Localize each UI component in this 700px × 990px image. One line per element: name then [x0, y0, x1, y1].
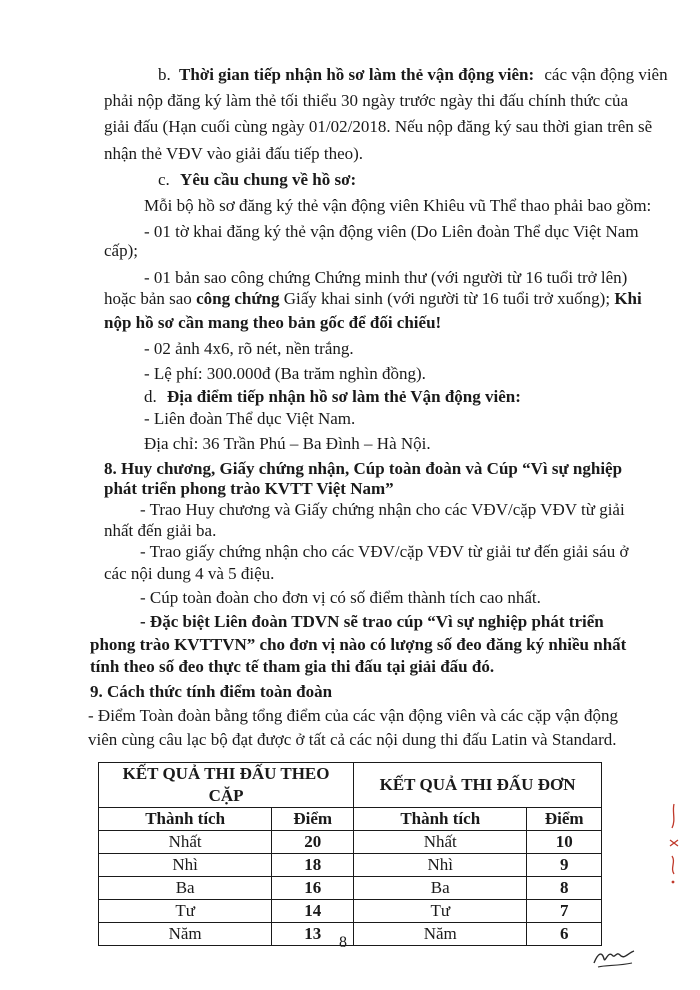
section-b-text-2: phải nộp đăng ký làm thẻ tối thiểu 30 ngày trước ngày thi đấu chính thức của [104, 91, 629, 110]
single-rank-cell: Tư [354, 900, 527, 923]
section-c-text-7: - 02 ảnh 4x6, rõ nét, nền trắng. [144, 339, 354, 358]
section-b-title: Thời gian tiếp nhận hồ sơ làm thẻ vận động viên: [179, 65, 535, 84]
stamp-fragment-icon [660, 800, 684, 890]
pair-points-cell: 13 [272, 923, 354, 946]
single-rank-cell: Năm [354, 923, 527, 946]
single-points-cell: 6 [527, 923, 602, 946]
pair-rank-cell: Năm [99, 923, 272, 946]
pair-points-cell: 18 [272, 854, 354, 877]
signature-icon [592, 945, 636, 971]
single-points-cell: 10 [527, 831, 602, 854]
section-c-text-5b: công chứng [196, 289, 280, 308]
section-b-label: b. [158, 65, 171, 84]
section-9-text-1: - Điểm Toàn đoàn bằng tổng điểm của các vận động viên và các cặp vận động [88, 706, 619, 725]
section-b-text-4: nhận thẻ VĐV vào giải đấu tiếp theo). [104, 144, 364, 163]
table-row [99, 854, 602, 877]
pair-points-cell: 20 [272, 831, 354, 854]
pair-results-header: KẾT QUẢ THI ĐẤU THEO CẶP [99, 763, 354, 808]
pair-points-header: Điểm [272, 808, 354, 831]
pair-achievement-header: Thành tích [99, 808, 272, 831]
section-c-text-3: cấp); [104, 241, 138, 260]
table-row [99, 923, 602, 946]
section-c-heading [158, 169, 356, 191]
section-8-text-5: - Cúp toàn đoàn cho đơn vị có số điểm thành tích cao nhất. [140, 588, 541, 607]
section-8-text-3: - Trao giấy chứng nhận cho các VĐV/cặp VĐV từ giải tư đến giải sáu ở [140, 542, 629, 561]
page-number: 8 [339, 934, 347, 951]
pair-rank-cell: Nhất [99, 831, 272, 854]
pair-points-cell: 16 [272, 877, 354, 900]
section-8-text-8: tính theo số đeo thực tế tham gia thi đấu tại giải đấu đó. [90, 657, 495, 676]
points-table [98, 762, 602, 946]
pair-rank-cell: Tư [99, 900, 272, 923]
single-points-cell: 7 [527, 900, 602, 923]
section-c-text-2: - 01 tờ khai đăng ký thẻ vận động viên (Do Liên đoàn Thể dục Việt Nam [144, 222, 639, 241]
single-points-cell: 9 [527, 854, 602, 877]
section-b-text-1: các vận động viên [544, 65, 668, 84]
section-c-text-5 [104, 288, 642, 310]
section-8-text-7: phong trào KVTTVN” cho đơn vị nào có lượng số đeo đăng ký nhiều nhất [90, 635, 627, 654]
section-d-text-1: - Liên đoàn Thể dục Việt Nam. [144, 409, 356, 428]
section-c-text-5a: hoặc bản sao [104, 289, 197, 308]
table-row [99, 900, 602, 923]
single-rank-cell: Nhất [354, 831, 527, 854]
section-d-label: d. [144, 387, 157, 406]
table-row [99, 831, 602, 854]
section-8-text-4: các nội dung 4 và 5 điệu. [104, 564, 275, 583]
section-c-text-6: nộp hồ sơ cần mang theo bản gốc để đối chiếu! [104, 313, 442, 332]
section-c-text-5d: Khi [614, 289, 642, 308]
section-c-label: c. [158, 170, 170, 189]
section-d-text-2: Địa chỉ: 36 Trần Phú – Ba Đình – Hà Nội. [144, 434, 431, 453]
section-c-title: Yêu cầu chung về hồ sơ: [180, 170, 357, 189]
single-points-cell: 8 [527, 877, 602, 900]
section-c-text-4: - 01 bản sao công chứng Chứng minh thư (với người từ 16 tuổi trở lên) [144, 268, 628, 287]
table-row [99, 877, 602, 900]
section-c-text-5c: Giấy khai sinh (với người từ 16 tuổi trở xuống); [279, 289, 615, 308]
section-b-heading [158, 64, 668, 86]
single-rank-cell: Ba [354, 877, 527, 900]
section-8-title-1: 8. Huy chương, Giấy chứng nhận, Cúp toàn đoàn và Cúp “Vì sự nghiệp [104, 459, 623, 478]
section-8-text-1: - Trao Huy chương và Giấy chứng nhận cho các VĐV/cặp VĐV từ giải [140, 500, 625, 519]
single-achievement-header: Thành tích [354, 808, 527, 831]
section-8-text-6: - Đặc biệt Liên đoàn TDVN sẽ trao cúp “Vì sự nghiệp phát triển [140, 612, 604, 631]
pair-rank-cell: Nhì [99, 854, 272, 877]
section-c-text-8: - Lệ phí: 300.000đ (Ba trăm nghìn đồng). [144, 364, 426, 383]
section-8-title-2: phát triển phong trào KVTT Việt Nam” [104, 479, 394, 498]
section-9-title: 9. Cách thức tính điểm toàn đoàn [90, 682, 333, 701]
section-b-text-3: giải đấu (Hạn cuối cùng ngày 01/02/2018. Nếu nộp đăng ký sau thời gian trên sẽ [104, 117, 653, 136]
section-d-title: Địa điểm tiếp nhận hồ sơ làm thẻ Vận động viên: [167, 387, 521, 406]
section-8-text-2: nhất đến giải ba. [104, 521, 217, 540]
section-c-text-1: Mỗi bộ hồ sơ đăng ký thẻ vận động viên Khiêu vũ Thể thao phải bao gồm: [144, 196, 652, 215]
table-column-header-row [99, 808, 602, 831]
pair-rank-cell: Ba [99, 877, 272, 900]
single-points-header: Điểm [527, 808, 602, 831]
table-group-header-row [99, 763, 602, 808]
section-d-heading [144, 386, 521, 408]
section-9-text-2: viên cùng câu lạc bộ đạt được ở tất cả các nội dung thi đấu Latin và Standard. [88, 730, 617, 749]
single-rank-cell: Nhì [354, 854, 527, 877]
pair-points-cell: 14 [272, 900, 354, 923]
single-results-header: KẾT QUẢ THI ĐẤU ĐƠN [354, 763, 602, 808]
